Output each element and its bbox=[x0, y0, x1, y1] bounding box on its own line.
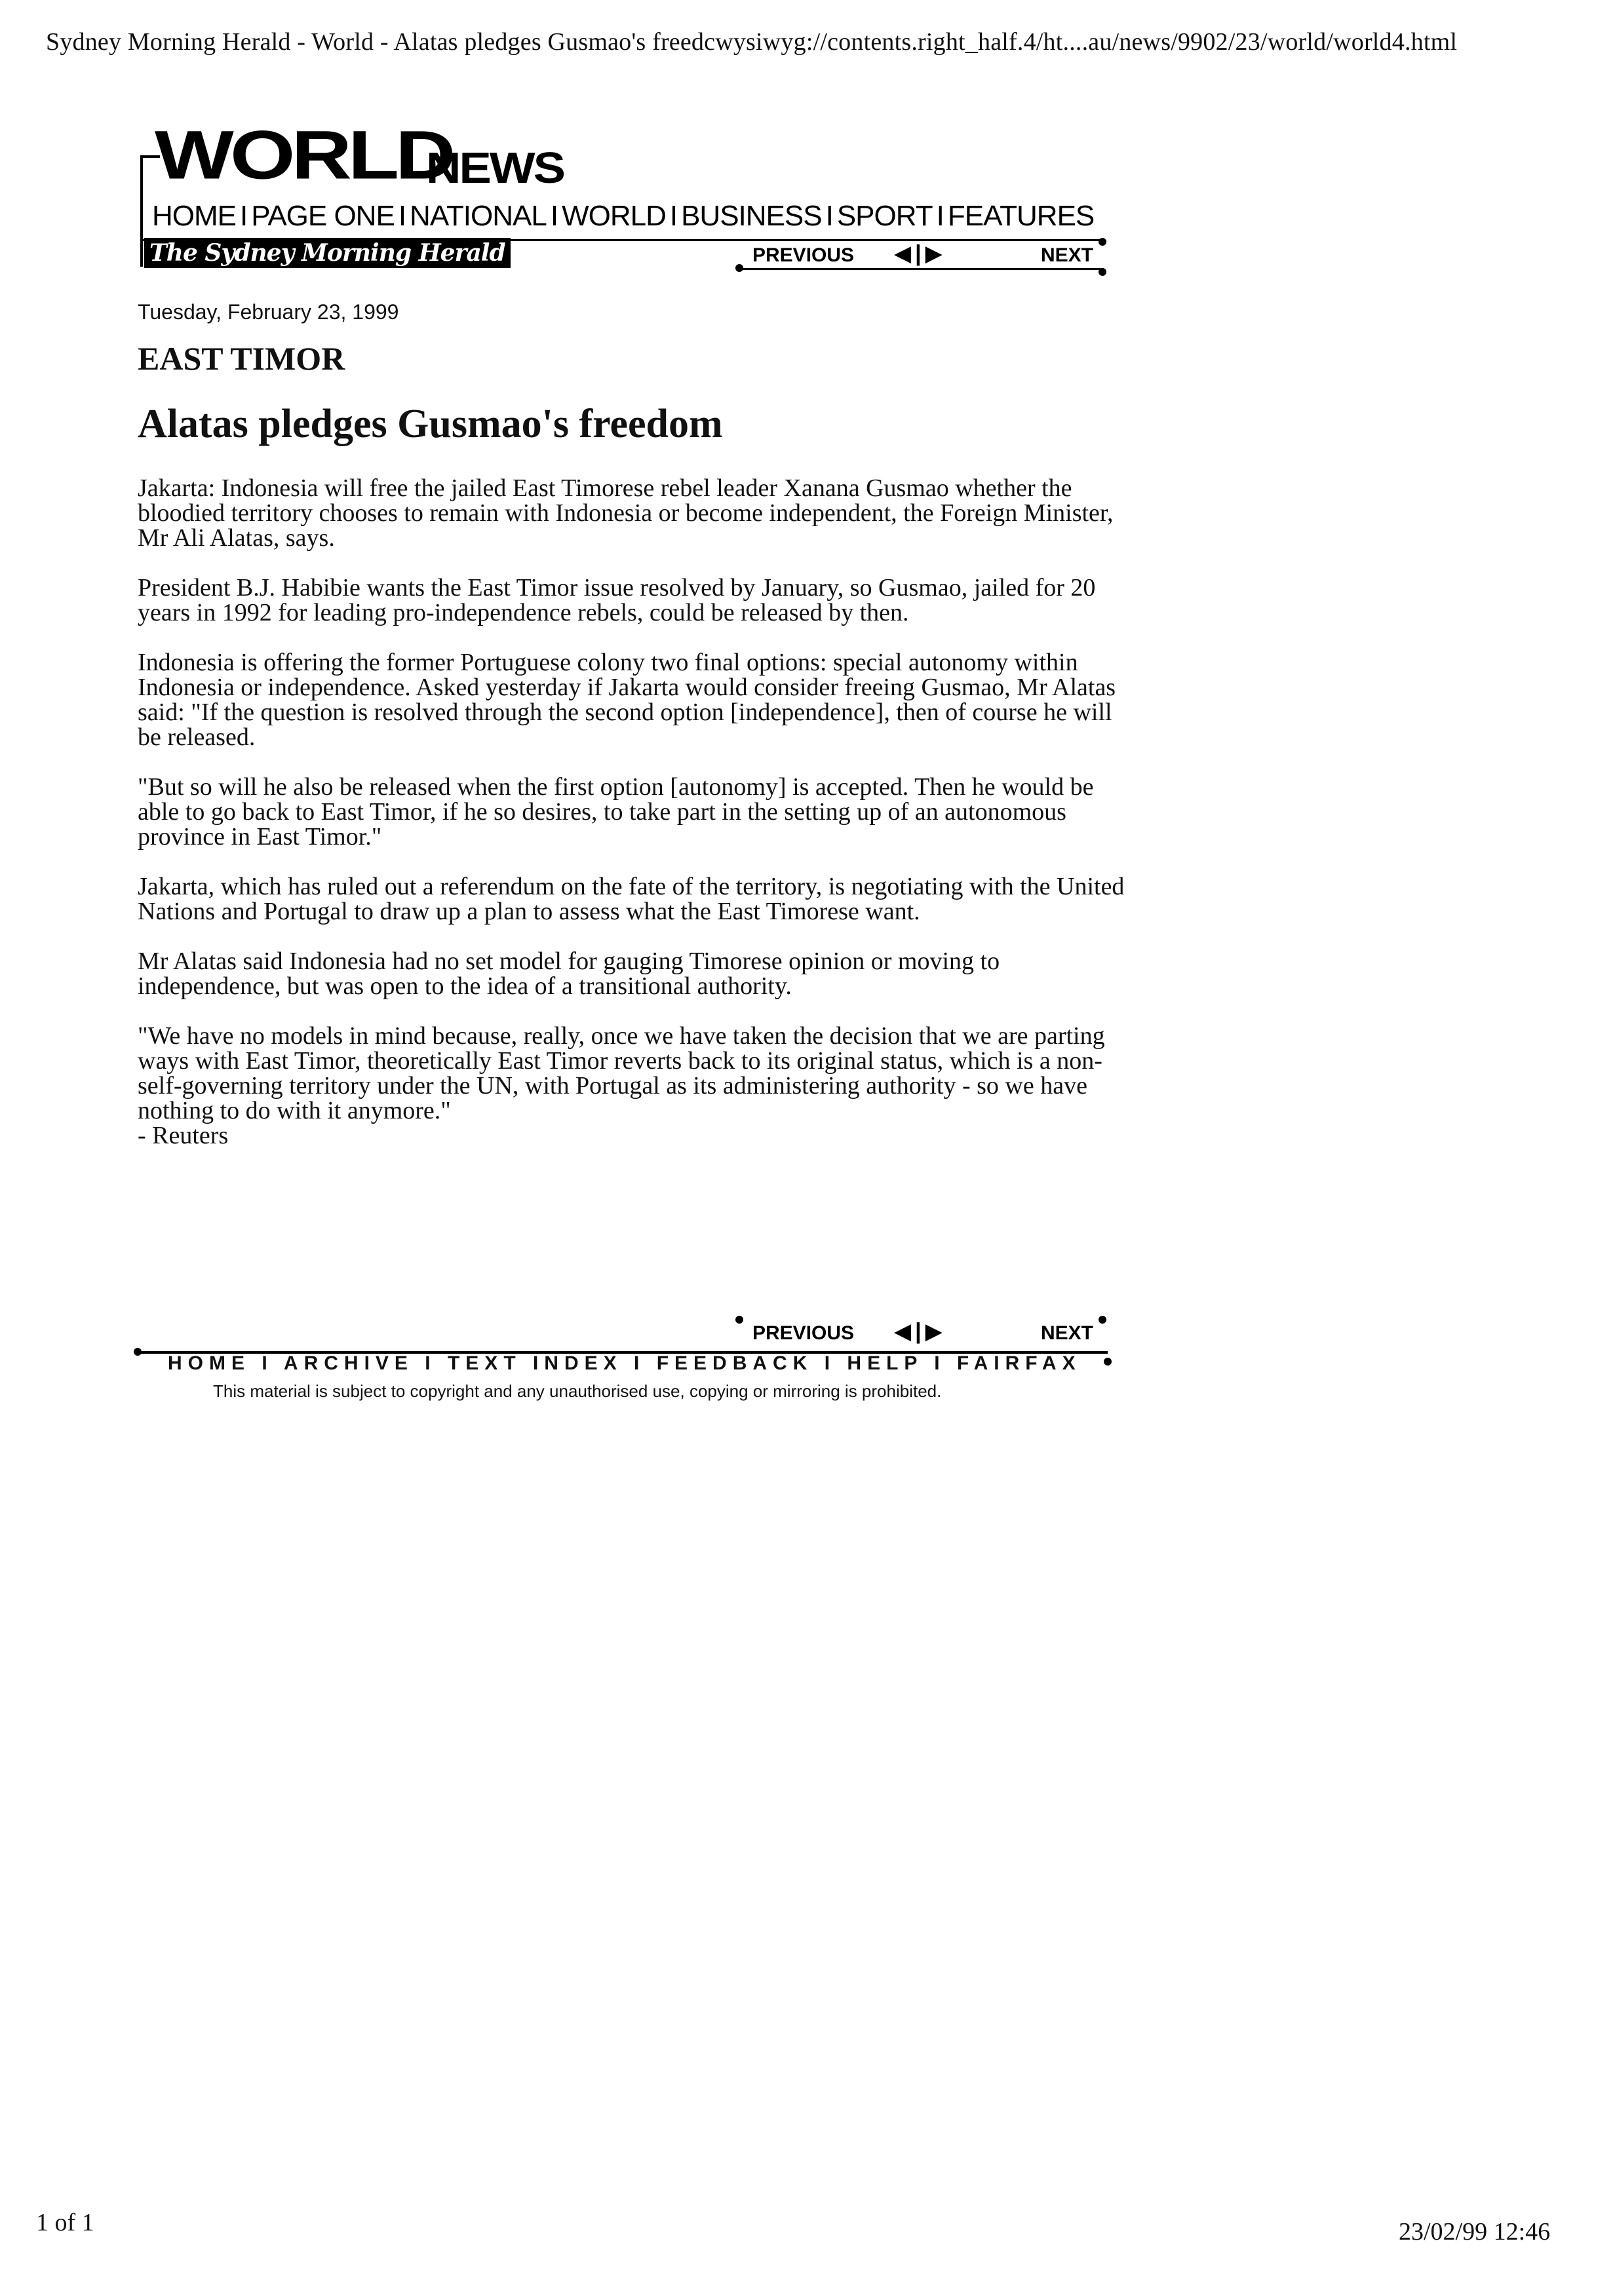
nav-separator: I bbox=[550, 200, 558, 232]
nav-separator: I bbox=[669, 200, 678, 232]
print-timestamp: 23/02/99 12:46 bbox=[1399, 2218, 1551, 2246]
nav-home[interactable]: HOME bbox=[152, 200, 236, 232]
article-body bbox=[138, 476, 1127, 1173]
smh-logo: The Sydney Morning Herald bbox=[144, 238, 511, 268]
top-nav bbox=[152, 200, 1094, 233]
paragraph: "But so will he also be released when the first option [autonomy] is accepted. Then he would be able to go back to East Timor, if he so desires, to take part in the setting up of an autonomous province in East Timor." bbox=[138, 773, 1094, 851]
nav-separator: I bbox=[936, 200, 944, 232]
footer-dot bbox=[1104, 1358, 1112, 1366]
world-logo: WORLD bbox=[155, 117, 452, 194]
nav-national[interactable]: NATIONAL bbox=[410, 200, 547, 232]
paragraph: Mr Alatas said Indonesia had no set model for gauging Timorese opinion or moving to independence, but was open to the idea of a transitional authority. bbox=[138, 947, 1000, 1000]
paragraph: Jakarta: Indonesia will free the jailed East Timorese rebel leader Xanana Gusmao whether the bloodied territory chooses to remain with Indonesia or become independent, the Foreign Minister, Mr Ali Alatas, says. bbox=[138, 474, 1114, 552]
print-header-url: Sydney Morning Herald - World - Alatas pledges Gusmao's freedcwysiwyg://contents.right_half.4/ht....au/news/9902/23/world/world4.html bbox=[46, 28, 1458, 56]
masthead-bracket bbox=[140, 155, 143, 267]
headline: Alatas pledges Gusmao's freedom bbox=[138, 402, 723, 446]
footer-archive[interactable]: ARCHIVE bbox=[283, 1352, 414, 1374]
footer-separator: I bbox=[934, 1352, 946, 1374]
next-link[interactable]: NEXT bbox=[1040, 1322, 1093, 1344]
article-credit: - Reuters bbox=[138, 1122, 229, 1149]
nav-separator: I bbox=[825, 200, 833, 232]
footer-links bbox=[168, 1352, 1081, 1375]
nav-business[interactable]: BUSINESS bbox=[681, 200, 822, 232]
section-heading: EAST TIMOR bbox=[138, 340, 345, 377]
pn-dot bbox=[1099, 268, 1106, 276]
nav-sport[interactable]: SPORT bbox=[836, 200, 933, 232]
nav-separator: I bbox=[398, 200, 406, 232]
footer-dot bbox=[134, 1348, 142, 1356]
footer-help[interactable]: HELP bbox=[847, 1352, 923, 1374]
news-logo: NEWS bbox=[426, 143, 564, 193]
footer-fairfax[interactable]: FAIRFAX bbox=[956, 1352, 1081, 1374]
footer-feedback[interactable]: FEEDBACK bbox=[656, 1352, 813, 1374]
paragraph: Indonesia is offering the former Portuguese colony two final options: special autonomy within Indonesia or independence. Asked yesterday if Jakarta would consider freeing Gusmao, Mr Alatas said: "If the question is resolved through the second option [independence], then of course he will be released. bbox=[138, 649, 1116, 751]
nav-page-one[interactable]: PAGE ONE bbox=[251, 200, 395, 232]
pn-rule bbox=[737, 268, 1104, 270]
nav-world[interactable]: WORLD bbox=[562, 200, 666, 232]
prev-next-arrows-icon[interactable]: ◀|▶ bbox=[894, 1319, 946, 1344]
footer-separator: I bbox=[262, 1352, 273, 1374]
footer-home[interactable]: HOME bbox=[168, 1352, 250, 1374]
pn-dot bbox=[1099, 238, 1106, 246]
previous-link[interactable]: PREVIOUS bbox=[752, 1322, 855, 1344]
nav-features[interactable]: FEATURES bbox=[947, 200, 1095, 232]
footer-separator: I bbox=[824, 1352, 836, 1374]
paragraph: Jakarta, which has ruled out a referendum on the fate of the territory, is negotiating with the United Nations and Portugal to draw up a plan to assess what the East Timorese want. bbox=[138, 873, 1125, 925]
footer-separator: I bbox=[634, 1352, 646, 1374]
footer-text-index[interactable]: TEXT INDEX bbox=[447, 1352, 623, 1374]
page-number: 1 of 1 bbox=[36, 2209, 94, 2236]
prev-next-top bbox=[737, 239, 1104, 272]
pn-dot bbox=[1099, 1316, 1106, 1324]
paragraph: President B.J. Habibie wants the East Timor issue resolved by January, so Gusmao, jailed for 20 years in 1992 for leading pro-independence rebels, could be released by then. bbox=[138, 574, 1096, 626]
pn-dot bbox=[735, 1316, 743, 1324]
footer-separator: I bbox=[425, 1352, 437, 1374]
article-date: Tuesday, February 23, 1999 bbox=[138, 300, 399, 324]
prev-next-arrows-icon[interactable]: ◀|▶ bbox=[894, 241, 946, 266]
next-link[interactable]: NEXT bbox=[1040, 244, 1093, 266]
previous-link[interactable]: PREVIOUS bbox=[752, 244, 855, 266]
copyright-notice: This material is subject to copyright and any unauthorised use, copying or mirroring is prohibited. bbox=[213, 1381, 942, 1401]
prev-next-bottom bbox=[737, 1317, 1104, 1350]
paragraph: "We have no models in mind because, really, once we have taken the decision that we are parting ways with East Timor, theoretically East Timor reverts back to its original status, which is a non-self-governing territory under the UN, with Portugal as its administering authority - so we have nothing to do with it anymore." bbox=[138, 1022, 1105, 1124]
nav-separator: I bbox=[240, 200, 248, 232]
